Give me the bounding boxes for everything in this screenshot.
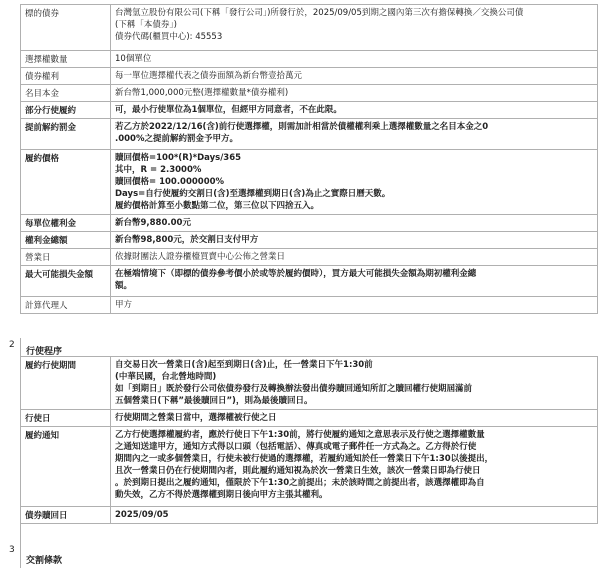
term-value-line: (中華民國，台北營地時間) xyxy=(115,372,217,382)
term-label: 履約行使期間 xyxy=(21,357,111,410)
term-label: 每單位權利金 xyxy=(21,215,111,232)
term-row xyxy=(21,297,598,314)
term-label: 履約價格 xyxy=(21,150,111,215)
term-value xyxy=(111,215,598,232)
term-value-line: 在極端情境下（即標的債券參考價小於或等於履約價時），買方最大可能損失金額為期初權利金總 xyxy=(115,269,477,279)
term-value-line: 債券代碼(櫃買中心): 45553 xyxy=(115,32,223,42)
term-row xyxy=(21,507,598,524)
term-row xyxy=(21,215,598,232)
term-value-line: 甲方 xyxy=(115,300,133,310)
term-value xyxy=(111,297,598,314)
term-label: 權利金總額 xyxy=(21,232,111,249)
term-value-line: 每一單位選擇權代表之債券面額為新台幣壹拾萬元 xyxy=(115,71,303,81)
term-label: 最大可能損失金額 xyxy=(21,266,111,297)
term-value-line: 乙方行使選擇權履約者，應於行使日下午1:30前，將行使履約通知之意思表示及行使之選擇權數量 xyxy=(115,430,485,440)
term-row xyxy=(21,266,598,297)
term-value-line: (下稱「本債券」) xyxy=(115,20,177,30)
term-value-line: 贖回價格= 100.000000% xyxy=(115,177,225,187)
term-label: 選擇權數量 xyxy=(21,51,111,68)
term-value-line: 其中，R = 2.3000% xyxy=(115,165,202,175)
term-value-line: 新台幣98,800元，於交割日支付甲方 xyxy=(115,235,259,245)
term-value-line: 贖回價格=100*(R)*Days/365 xyxy=(115,153,242,163)
term-value-line: 可，最小行使單位為1個單位，但經甲方同意者，不在此限。 xyxy=(115,105,342,115)
term-value-line: 之通知送達甲方，通知方式得以口頭（包括電話）、傳真或電子郵件任一方式為之。乙方得於行使 xyxy=(115,442,477,452)
term-label: 債券贖回日 xyxy=(21,507,111,524)
term-value xyxy=(111,119,598,150)
term-label: 名目本金 xyxy=(21,85,111,102)
section-number: 3 xyxy=(9,545,15,555)
term-value xyxy=(111,150,598,215)
term-row xyxy=(21,5,598,51)
term-label: 標的債券 xyxy=(21,5,111,51)
term-value-line: 履約價格計算至小數點第二位，第三位以下四捨五入。 xyxy=(115,201,320,211)
term-value-line: 自交易日次一營業日(含)起至到期日(含)止，任一營業日下午1:30前 xyxy=(115,360,373,370)
term-row xyxy=(21,427,598,507)
term-value-line: 動失效，乙方不得於選擇權到期日後向甲方主張其權利。 xyxy=(115,490,328,500)
terms-table-general xyxy=(20,4,598,314)
term-value-line: Days=自行使履約交割日(含)至選擇權到期日(含)為止之實際日曆天數。 xyxy=(115,189,391,199)
section-number: 2 xyxy=(9,340,15,350)
term-value-line: .000%之提前解約罰金予甲方。 xyxy=(115,134,238,144)
term-value-line: 10個單位 xyxy=(115,54,152,64)
term-label: 債券權利 xyxy=(21,68,111,85)
term-row xyxy=(21,357,598,410)
term-label: 營業日 xyxy=(21,249,111,266)
term-value-line: 新台幣1,000,000元整(選擇權數量*債券權利) xyxy=(115,88,289,98)
term-value xyxy=(111,102,598,119)
term-row xyxy=(21,150,598,215)
term-value xyxy=(111,5,598,51)
term-value-line: 行使期間之營業日當中，選擇權被行使之日 xyxy=(115,413,277,423)
term-row xyxy=(21,68,598,85)
term-value-line: 五個營業日(下稱”最後贖回日”)，則為最後贖回日。 xyxy=(115,396,313,406)
term-value xyxy=(111,232,598,249)
section-title: 交割條款 xyxy=(26,556,63,566)
term-value-line: 額。 xyxy=(115,281,133,291)
term-label: 提前解約罰金 xyxy=(21,119,111,150)
term-value-line: 且次一營業日仍在行使期間內者，則此履約通知視為於次一營業日生效，該次一營業日即為行使日 xyxy=(115,466,481,476)
term-value xyxy=(111,410,598,427)
term-value-line: 期間內之一或多個營業日，行使未被行使過的選擇權，若履約通知於任一營業日下午1:30以後提出， xyxy=(115,454,494,464)
term-row xyxy=(21,102,598,119)
term-row xyxy=(21,232,598,249)
terms-table-exercise xyxy=(20,356,598,524)
term-value xyxy=(111,266,598,297)
term-row xyxy=(21,249,598,266)
term-value-line: 如「到期日」既於發行公司依債券發行及轉換辦法發出債券贖回通知所訂之贖回權行使期屆滿前 xyxy=(115,384,473,394)
term-label: 履約通知 xyxy=(21,427,111,507)
term-value xyxy=(111,357,598,410)
term-label: 行使日 xyxy=(21,410,111,427)
term-value xyxy=(111,427,598,507)
term-row xyxy=(21,85,598,102)
term-label: 部分行使履約 xyxy=(21,102,111,119)
term-value xyxy=(111,85,598,102)
term-value-line: 。於到期日提出之履約通知，僅限於下午1:30之前提出；未於該時間之前提出者，該選擇權即為自 xyxy=(115,478,485,488)
term-value xyxy=(111,507,598,524)
term-row xyxy=(21,51,598,68)
term-row xyxy=(21,410,598,427)
term-value xyxy=(111,51,598,68)
term-value-line: 台灣氫立股份有限公司(下稱「發行公司」)所發行於，2025/09/05到期之國內第三次有擔保轉換／交換公司債 xyxy=(115,8,524,18)
term-value xyxy=(111,68,598,85)
section-title: 行使程序 xyxy=(26,347,63,357)
term-value-line: 依據財團法人證券櫃檯買賣中心公佈之營業日 xyxy=(115,252,286,262)
term-label: 計算代理人 xyxy=(21,297,111,314)
term-value-line: 若乙方於2022/12/16(含)前行使選擇權，則需加計相當於債權權利乘上選擇權數量之名目本金之0 xyxy=(115,122,489,132)
term-value xyxy=(111,249,598,266)
term-value-line: 新台幣9,880.00元 xyxy=(115,218,191,228)
term-value-line: 2025/09/05 xyxy=(115,510,169,520)
term-row xyxy=(21,119,598,150)
